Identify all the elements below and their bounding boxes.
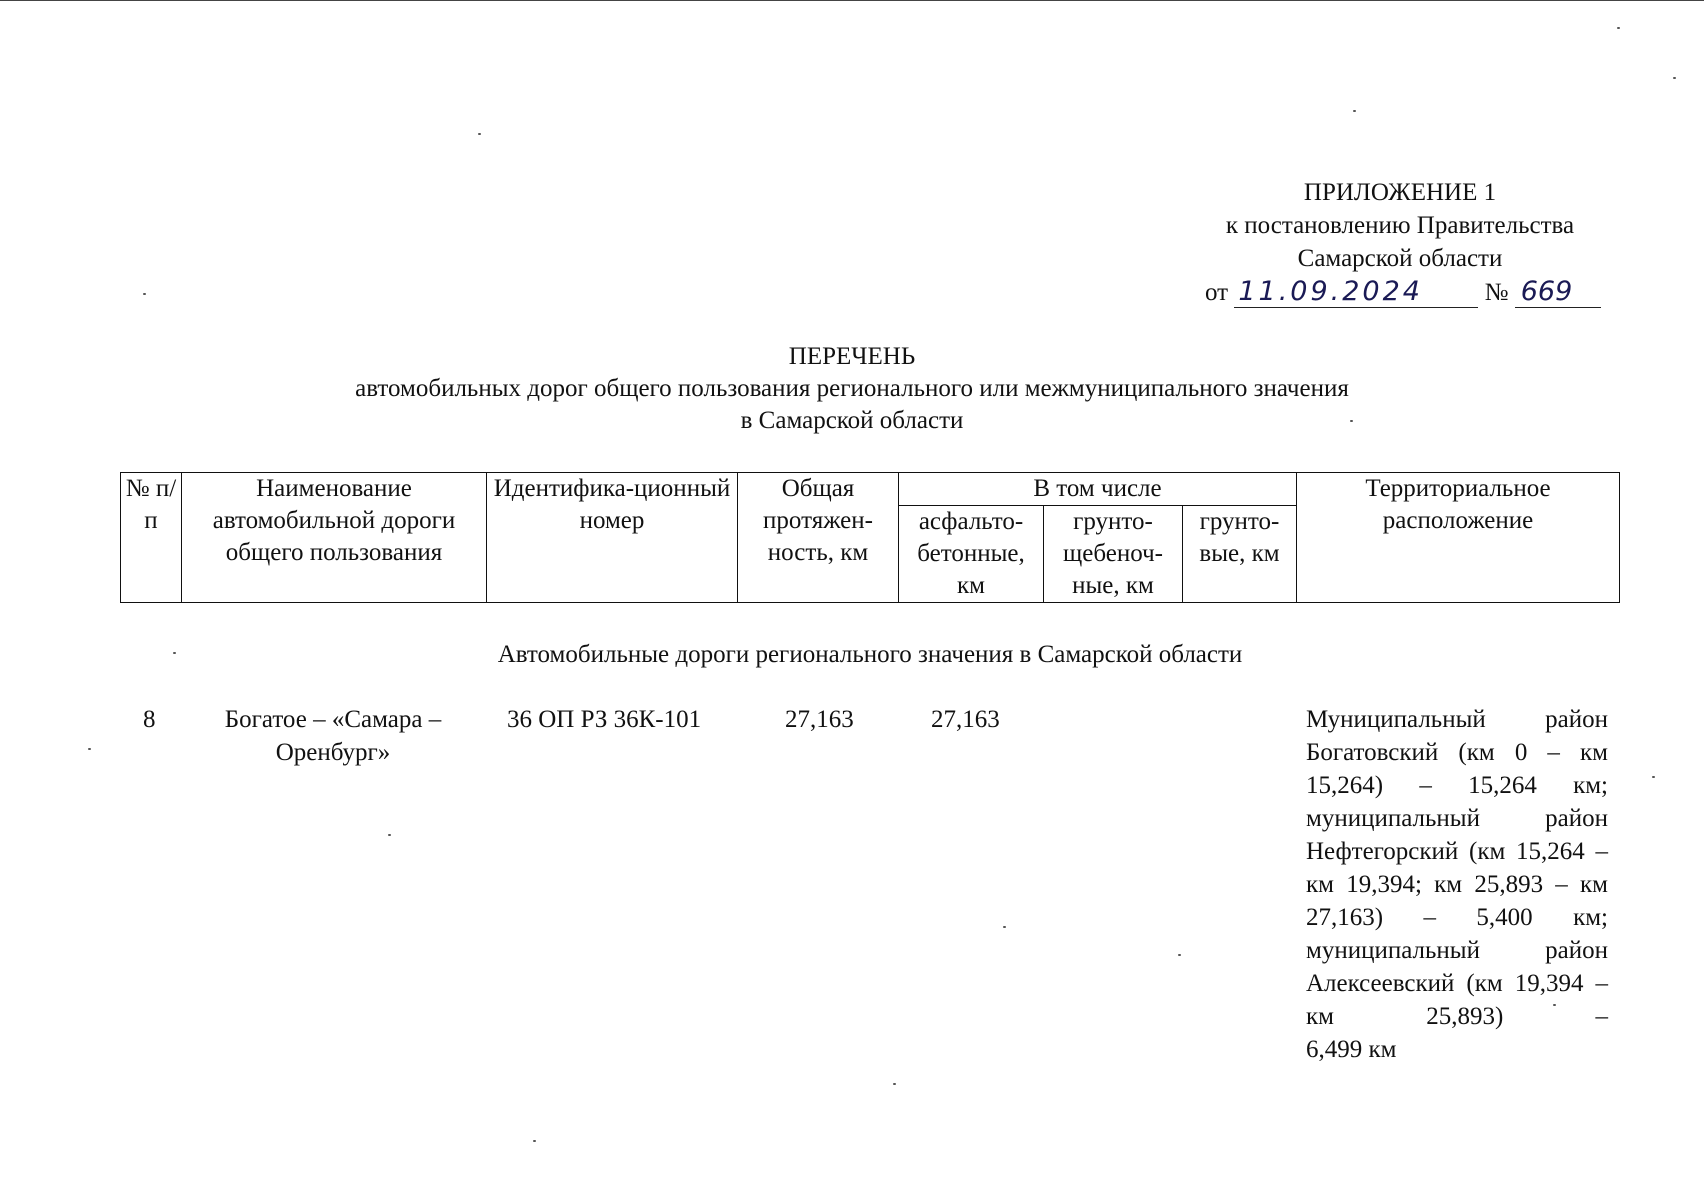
document-title (0, 340, 1704, 436)
col-name-header: Наименование автомобильной дороги общего пользования (182, 473, 487, 603)
annex-block (1180, 176, 1620, 275)
col-asphalt-header: асфальто-бетонные, км (899, 506, 1044, 603)
row-number: 8 (143, 706, 156, 733)
annex-line2: к постановлению Правительства (1225, 212, 1575, 239)
section-title: Автомобильные дороги регионального значения в Самарской области (497, 641, 1243, 668)
scan-speck (478, 133, 481, 135)
title-line3: в Самарской области (740, 407, 964, 434)
col-dirt-header: грунто-вые, км (1183, 506, 1297, 603)
col-id-header: Идентифика-ционный номер (487, 473, 738, 603)
road-asphalt: 27,163 (931, 706, 1000, 733)
location-text: Муниципальный район Богатовский (км 0 – км 15,264) – 15,264 км; муниципальный район Нефтегорский (км 15,264 – км 19,394; км 25,893 – км 27,163) – 5,400 км; муниципальный район Алексеевский (км 19,394 – км 25,893) – (1306, 706, 1608, 1030)
scan-speck (143, 293, 146, 295)
page-top-edge (0, 0, 1704, 1)
table-row (0, 703, 1704, 1103)
col-location-header: Территориальное расположение (1297, 473, 1620, 603)
road-length: 27,163 (785, 706, 854, 733)
col-number-header: № п/п (121, 473, 182, 603)
annex-date-line (1205, 276, 1605, 312)
road-name: Богатое – «Самара – Оренбург» (224, 706, 442, 766)
roads-table-header (120, 472, 1620, 603)
location-last-line: 6,499 км (1306, 1036, 1397, 1063)
title-line1: ПЕРЕЧЕНЬ (788, 343, 916, 370)
scan-speck (1673, 77, 1676, 79)
title-line2: автомобильных дорог общего пользования регионального или межмуниципального значения (355, 375, 1349, 402)
number-prefix: № (1484, 279, 1509, 306)
road-location (1306, 703, 1608, 1066)
scan-speck (1353, 110, 1356, 112)
handwritten-number: 669 (1515, 277, 1601, 308)
col-gravel-header: грунто-щебеноч-ные, км (1044, 506, 1183, 603)
col-group-header: В том числе (899, 473, 1297, 506)
annex-title: ПРИЛОЖЕНИЕ 1 (1303, 179, 1497, 206)
scan-speck (533, 1140, 536, 1142)
handwritten-date: 11.09.2024 (1234, 277, 1478, 308)
annex-line3: Самарской области (1297, 245, 1503, 272)
scan-speck (1617, 27, 1620, 29)
road-id: 36 ОП РЗ 36К-101 (507, 706, 702, 733)
col-length-header: Общая протяжен-ность, км (738, 473, 899, 603)
date-prefix: от (1205, 279, 1229, 306)
